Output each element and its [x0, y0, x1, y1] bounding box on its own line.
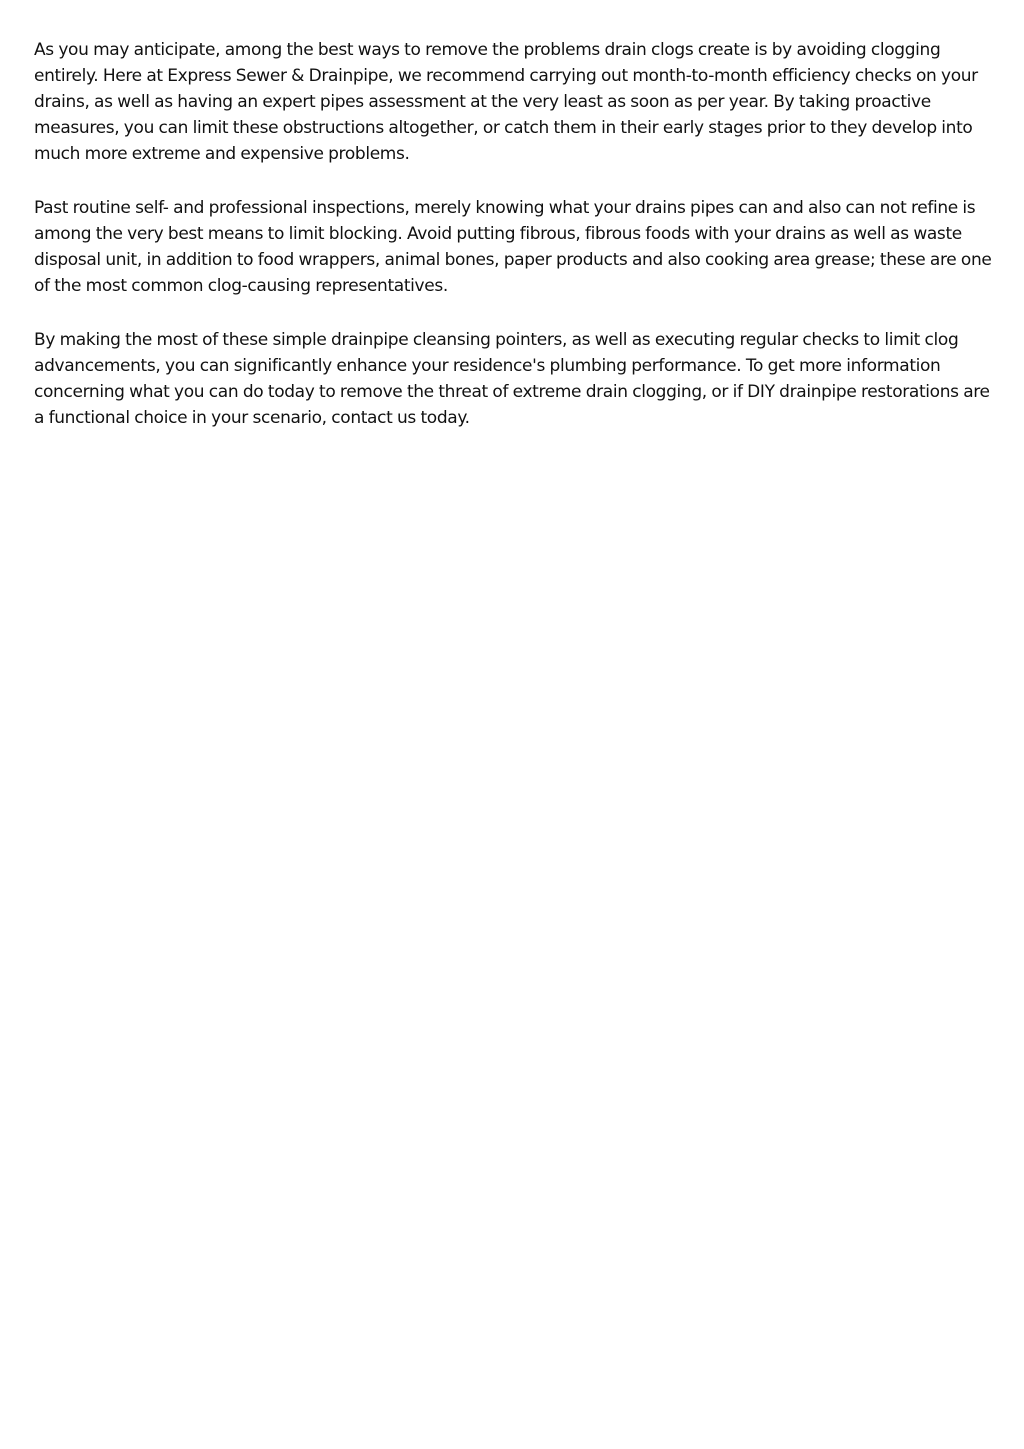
paragraph-prevention: As you may anticipate, among the best ways to remove the problems drain clogs create is by avoiding clogging entirely. Here at Express Sewer & Drainpipe, we recommend carrying out month-to-month efficiency checks on your drains, as well as having an expert pipes assessment at the very least as soon as per year. By taking proactive measures, you can limit these obstructions altogether, or catch them in their early stages prior to they develop into much more extreme and expensive problems.	[34, 40, 978, 164]
paragraph-conclusion: By making the most of these simple drainpipe cleansing pointers, as well as executing regular checks to limit clog advancements, you can significantly enhance your residence's plumbing performance. To get more information concerning what you can do today to remove the threat of extreme drain clogging, or if DIY drainpipe restorations are a functional choice in your scenario, contact us today.	[34, 330, 990, 428]
paragraph-inspections: Past routine self- and professional inspections, merely knowing what your drains pipes can and also can not refine is among the very best means to limit blocking. Avoid putting fibrous, fibrous foods with your drains as well as waste disposal unit, in addition to food wrappers, animal bones, paper products and also cooking area grease; these are one of the most common clog-causing representatives.	[34, 198, 992, 296]
document-body	[34, 37, 996, 459]
